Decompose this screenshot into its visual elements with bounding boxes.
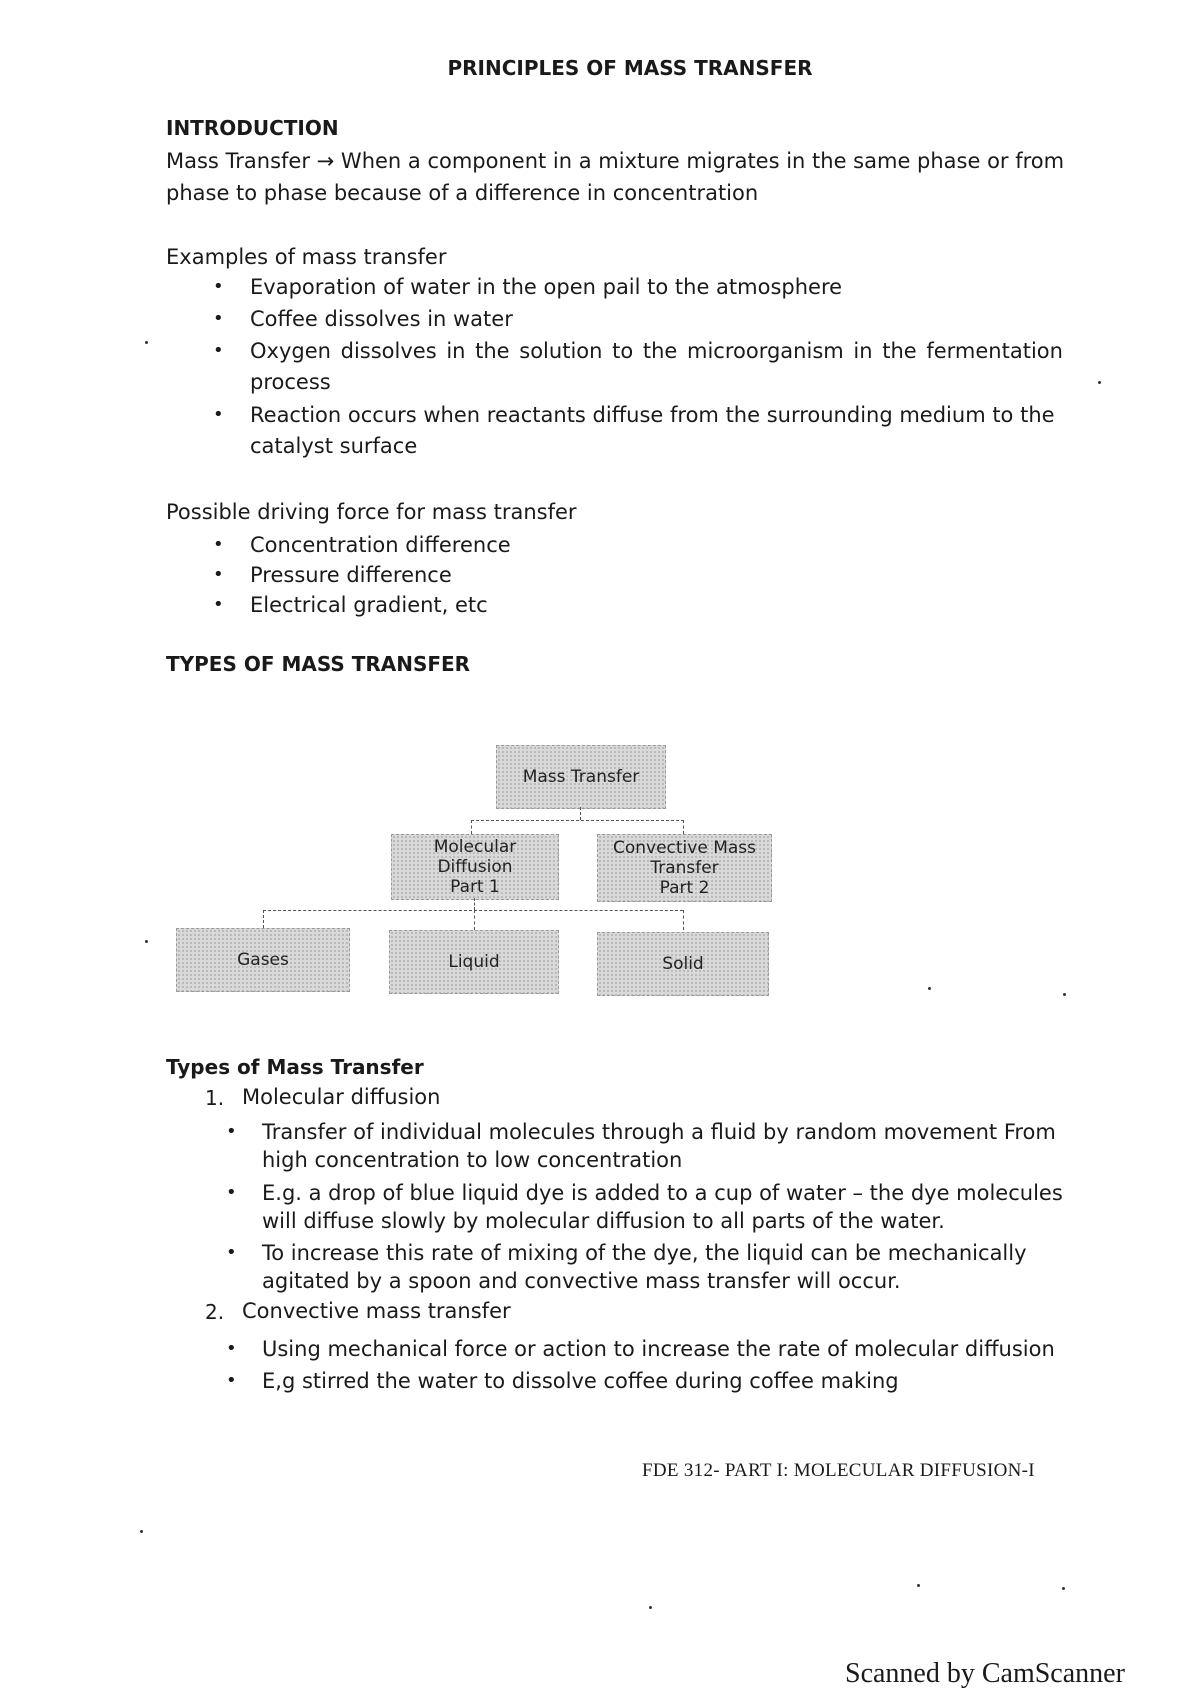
bullet-icon: • xyxy=(226,1338,237,1359)
example-item-continued: process xyxy=(250,370,331,394)
example-item-continued: catalyst surface xyxy=(250,434,418,458)
bullet-icon: • xyxy=(213,308,224,329)
examples-heading: Examples of mass transfer xyxy=(166,245,447,269)
bullet-icon: • xyxy=(213,276,224,297)
bullet-icon: • xyxy=(226,1182,237,1203)
driving-force-heading: Possible driving force for mass transfer xyxy=(166,500,577,524)
example-item: Oxygen dissolves in the solution to the microorganism in the fermentation xyxy=(250,339,1063,363)
bullet-icon: • xyxy=(213,564,224,585)
diagram-node-text xyxy=(434,837,517,897)
list-item: To increase this rate of mixing of the dye, the liquid can be mechanically xyxy=(262,1241,1027,1265)
bullet-icon: • xyxy=(226,1370,237,1391)
scan-speck xyxy=(145,341,148,344)
diagram-node-liquid xyxy=(389,930,559,994)
driving-force-item: Pressure difference xyxy=(250,563,452,587)
bullet-icon: • xyxy=(213,340,224,361)
diagram-connector xyxy=(683,910,684,930)
diagram-node-root xyxy=(496,745,666,809)
diagram-connector xyxy=(474,898,475,910)
diagram-node-convective-mass-transfer xyxy=(597,834,772,902)
example-item: Reaction occurs when reactants diffuse from the surrounding medium to the xyxy=(250,403,1055,427)
list-item: Transfer of individual molecules through a fluid by random movement From xyxy=(262,1120,1056,1144)
scan-speck xyxy=(1098,381,1101,384)
driving-force-item: Electrical gradient, etc xyxy=(250,593,488,617)
scan-speck xyxy=(145,940,148,943)
definition-line-2: phase to phase because of a difference in concentration xyxy=(166,181,759,205)
diagram-node-label: Solid xyxy=(662,954,704,974)
bullet-icon: • xyxy=(213,594,224,615)
list-item-continued: agitated by a spoon and convective mass transfer will occur. xyxy=(262,1269,901,1293)
list-number: 2. xyxy=(205,1300,225,1324)
list-number: 1. xyxy=(205,1086,225,1110)
intro-heading: INTRODUCTION xyxy=(166,116,339,140)
diagram-node-label: Convective Mass xyxy=(612,838,757,858)
list-item: E.g. a drop of blue liquid dye is added to a cup of water – the dye molecules xyxy=(262,1181,1063,1205)
diagram-node-label: Liquid xyxy=(448,952,500,972)
bullet-icon: • xyxy=(213,534,224,555)
diagram-node-molecular-diffusion xyxy=(391,834,559,900)
diagram-connector xyxy=(263,910,683,911)
page-footer: FDE 312- PART I: MOLECULAR DIFFUSION-I xyxy=(642,1460,1035,1481)
diagram-node-solid xyxy=(597,932,769,996)
scan-speck xyxy=(1063,993,1066,996)
diagram-connector xyxy=(471,820,684,821)
section-title: Convective mass transfer xyxy=(242,1299,511,1323)
diagram-node-gases xyxy=(176,928,350,992)
scan-speck xyxy=(649,1606,652,1609)
scan-speck xyxy=(140,1530,143,1533)
diagram-node-label: Part 2 xyxy=(659,878,710,898)
scan-speck xyxy=(917,1584,920,1587)
list-item: Using mechanical force or action to increase the rate of molecular diffusion xyxy=(262,1337,1055,1361)
list-item: E,g stirred the water to dissolve coffee during coffee making xyxy=(262,1369,899,1393)
list-item-continued: will diffuse slowly by molecular diffusion to all parts of the water. xyxy=(262,1209,945,1233)
driving-force-item: Concentration difference xyxy=(250,533,511,557)
diagram-node-label: Transfer xyxy=(650,858,719,878)
scan-speck xyxy=(928,987,931,990)
bullet-icon: • xyxy=(226,1242,237,1263)
example-item: Evaporation of water in the open pail to the atmosphere xyxy=(250,275,843,299)
types-section-heading: TYPES OF MASS TRANSFER xyxy=(166,652,471,676)
section-title: Molecular diffusion xyxy=(242,1085,441,1109)
bullet-icon: • xyxy=(213,404,224,425)
diagram-node-label: Mass Transfer xyxy=(522,767,640,787)
diagram-node-text xyxy=(613,838,756,898)
diagram-connector xyxy=(683,820,684,834)
bullet-icon: • xyxy=(226,1121,237,1142)
diagram-node-label: Molecular xyxy=(433,837,517,857)
diagram-node-label: Diffusion xyxy=(437,857,513,877)
diagram-connector xyxy=(263,910,264,928)
diagram-connector xyxy=(580,807,581,820)
diagram-node-label: Gases xyxy=(237,950,289,970)
diagram-connector xyxy=(471,820,472,834)
list-item-continued: high concentration to low concentration xyxy=(262,1148,683,1172)
diagram-node-label: Part 1 xyxy=(450,877,500,897)
scan-speck xyxy=(1062,1587,1065,1590)
diagram-connector xyxy=(474,910,475,930)
scanner-watermark: Scanned by CamScanner xyxy=(845,1658,1125,1689)
page-title: PRINCIPLES OF MASS TRANSFER xyxy=(447,56,813,80)
types-subheading: Types of Mass Transfer xyxy=(166,1055,424,1079)
definition-line-1: Mass Transfer → When a component in a mixture migrates in the same phase or from xyxy=(166,149,1065,173)
example-item: Coffee dissolves in water xyxy=(250,307,513,331)
